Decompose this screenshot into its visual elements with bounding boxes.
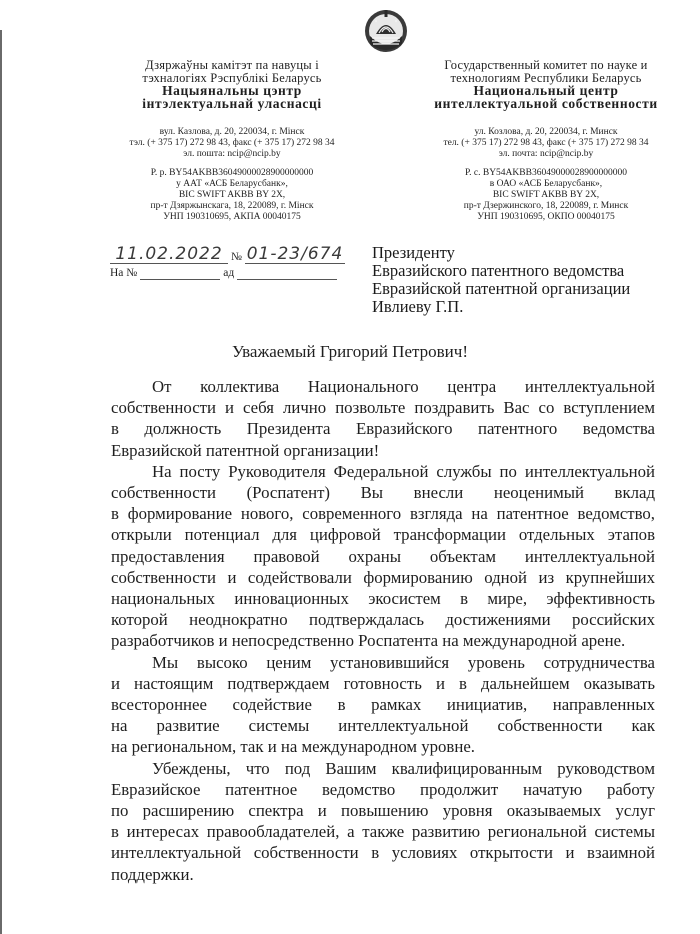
phone-fax: тел. (+ 375 17) 272 98 43, факс (+ 375 17) 272 98 34	[443, 138, 649, 148]
center-name-line: Национальный центр	[473, 83, 619, 98]
paragraph-line	[111, 864, 655, 885]
line-text: На посту Руководителя Федеральной службы по интеллектуальной	[152, 461, 655, 481]
center-name-line: інтэлектуальнай уласнасці	[142, 96, 322, 111]
paragraph-line	[111, 588, 655, 609]
paragraph-line	[111, 821, 655, 842]
line-text: собственности и себя лично позвольте поздравить Вас со вступлением	[111, 398, 655, 418]
handwritten-reg-number: 01-23/674	[246, 244, 344, 264]
email: эл. пошта: ncip@ncip.by	[183, 149, 281, 159]
paragraph-line	[111, 630, 655, 651]
header-left-belarusian	[106, 59, 358, 223]
line-text: интеллектуальной собственности в условиях открытости и взаимной	[111, 843, 655, 863]
phone-fax: тэл. (+ 375 17) 272 98 43, факс (+ 375 17) 272 98 34	[129, 138, 335, 148]
paragraph-line	[111, 546, 655, 567]
line-text: и настоящим подтверждаем готовность и в дальнейшем оказывать	[111, 673, 655, 693]
org-name-line: Дзяржаўны камітэт па навуцы і	[145, 58, 319, 72]
paragraph-line	[111, 376, 655, 397]
paragraph-line	[111, 652, 655, 673]
paragraph-line	[111, 800, 655, 821]
belarus-coat-of-arms-icon	[362, 6, 410, 54]
org-name-line: технологиям Республики Беларусь	[450, 70, 642, 85]
line-text: Евразийское патентное ведомство продолжит начатую работу	[111, 779, 655, 799]
header-right-russian	[412, 59, 680, 223]
paragraph-line	[111, 842, 655, 863]
line-text: собственности (Роспатент) Вы внесли неоценимый вклад	[111, 483, 655, 503]
tax-ids: УНП 190310695, АКПА 00040175	[163, 212, 301, 222]
paragraph	[111, 758, 655, 885]
line-text: в интересах правообладателей, а также развитию региональной системы	[111, 822, 655, 842]
number-label: №	[231, 251, 242, 263]
line-text: которой неоднократно подтверждалась достижениями российских	[111, 610, 655, 630]
address: ул. Козлова, д. 20, 220034, г. Минск	[474, 127, 618, 137]
line-text: Мы высоко ценим установившийся уровень сотрудничества	[152, 652, 655, 672]
center-name-line: интеллектуальной собственности	[434, 96, 658, 111]
bank-swift: BIC SWIFT AKBB BY 2X,	[492, 190, 600, 200]
paragraph	[111, 376, 655, 461]
paragraph-line	[111, 397, 655, 418]
reply-from-label: ад	[223, 267, 235, 279]
reply-date-blank	[237, 267, 337, 280]
bank-address: пр-т Дзержинского, 18, 220089, г. Минск	[463, 201, 629, 211]
addressee-line: Ивлиеву Г.П.	[372, 297, 464, 316]
line-text: открыли потенциал для цифровой трансформации отдельных этапов	[111, 525, 655, 545]
paragraph-line	[111, 503, 655, 524]
bank-name: в ОАО «АСБ Беларусбанк»,	[489, 179, 603, 189]
paragraph-line	[111, 418, 655, 439]
email: эл. почта: ncip@ncip.by	[498, 149, 594, 159]
line-text: национальных инновационных экосистем в мире, эффективность	[111, 589, 655, 609]
line-text: на развитие системы интеллектуальной собственности как	[111, 716, 655, 736]
bank-account: Р. с. BY54AKBB36049000028900000000	[465, 168, 627, 178]
reply-number-label: На №	[110, 267, 138, 279]
paragraph-line	[111, 524, 655, 545]
bank-name: у ААТ «АСБ Беларусбанк»,	[176, 179, 288, 189]
registration-block	[110, 244, 360, 280]
scan-edge	[0, 30, 2, 934]
paragraph-line	[111, 715, 655, 736]
paragraph	[111, 461, 655, 652]
line-text: всестороннее содействие в рамках инициатив, направленных	[111, 695, 655, 715]
bank-swift: BIC SWIFT AKBB BY 2X,	[178, 190, 286, 200]
addressee-block	[372, 244, 630, 316]
paragraph-line	[111, 694, 655, 715]
line-text: в должность Президента Евразийского патентного ведомства	[111, 419, 655, 439]
addressee-line: Евразийской патентной организации	[372, 279, 631, 298]
paragraph-line	[111, 758, 655, 779]
line-text: по расширению спектра и повышению уровня оказываемых услуг	[111, 801, 655, 821]
reply-number-blank	[140, 267, 220, 280]
paragraph-line	[111, 461, 655, 482]
line-text: поддержки.	[111, 864, 194, 884]
line-text: разработчиков и непосредственно Роспатента на международной арене.	[111, 631, 626, 651]
bank-address: пр-т Дзяржынскага, 18, 220089, г. Мінск	[150, 201, 314, 211]
paragraph-line	[111, 609, 655, 630]
paragraph-line	[111, 482, 655, 503]
paragraph-line	[111, 736, 655, 757]
salutation: Уважаемый Григорий Петрович!	[232, 342, 468, 361]
address: вул. Казлова, д. 20, 220034, г. Мінск	[159, 127, 305, 137]
bank-account: Р. р. BY54AKBB36049000028900000000	[150, 168, 314, 178]
tax-ids: УНП 190310695, ОКПО 00040175	[477, 212, 615, 222]
org-name-line: тэхналогіях Рэспублікі Беларусь	[142, 70, 322, 85]
paragraph-line	[111, 567, 655, 588]
line-text: на региональном, так и на международном уровне.	[111, 737, 475, 757]
addressee-line: Евразийского патентного ведомства	[372, 261, 625, 280]
org-name-line: Государственный комитет по науке и	[444, 58, 648, 72]
line-text: Убеждены, что под Вашим квалифицированным руководством	[152, 758, 655, 778]
paragraph-line	[111, 673, 655, 694]
paragraph	[111, 652, 655, 758]
letter-body	[111, 376, 655, 885]
addressee-line: Президенту	[372, 243, 455, 262]
paragraph-line	[111, 440, 655, 461]
line-text: От коллектива Национального центра интеллектуальной	[152, 377, 655, 396]
handwritten-date: 11.02.2022	[110, 245, 228, 264]
line-text: Евразийской патентной организации!	[111, 440, 380, 460]
center-name-line: Нацыянальны цэнтр	[162, 83, 302, 98]
paragraph-line	[111, 779, 655, 800]
line-text: в формирование нового, современного взгляда на патентное ведомство,	[111, 504, 655, 524]
line-text: собственности и содействовали формированию одной из крупнейших	[111, 567, 655, 587]
line-text: предоставления правовой охраны объектам интеллектуальной	[111, 546, 655, 566]
